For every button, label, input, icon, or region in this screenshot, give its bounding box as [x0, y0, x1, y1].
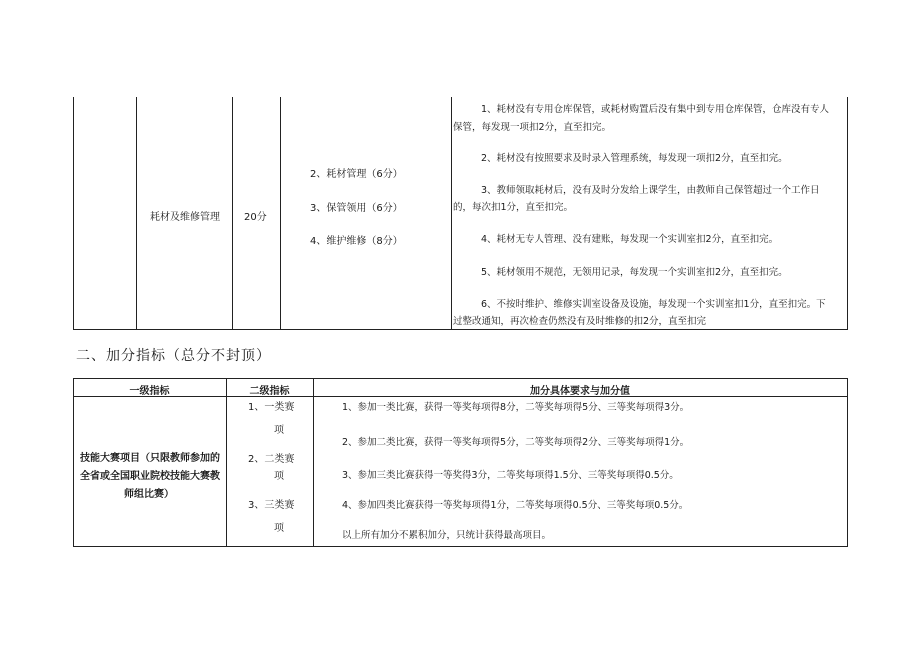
table-border: [73, 378, 74, 547]
table-border: [73, 97, 74, 330]
sub-item: 2、耗材管理（6分）: [310, 169, 403, 180]
table-border: [847, 378, 848, 547]
header-level2: 二级指标: [249, 386, 290, 397]
requirement-line: 2、参加二类比赛，获得一等奖每项得5分，二等奖每项得2分、三等奖每项得1分。: [342, 437, 690, 448]
category-line: 师组比赛）: [124, 489, 174, 500]
table-border: [232, 97, 233, 330]
table-border: [313, 378, 314, 547]
requirement-line: 保管，每发现一项扣2分，直至扣完。: [453, 122, 612, 133]
sub-item: 3、三类赛: [248, 500, 295, 511]
sub-item: 项: [274, 425, 284, 436]
section-title: 二、加分指标（总分不封顶）: [76, 348, 271, 364]
requirement-line: 6、不按时维护、维修实训室设备及设施，每发现一个实训室扣1分，直至扣完。下: [481, 299, 826, 310]
sub-item: 项: [274, 471, 284, 482]
category-line: 技能大赛项目（只限教师参加的: [80, 453, 220, 464]
table-border: [847, 97, 848, 330]
requirement-line: 1、参加一类比赛，获得一等奖每项得8分，二等奖每项得5分、三等奖每项得3分。: [342, 402, 690, 413]
score-cell: 20分: [244, 212, 267, 223]
sub-item: 3、保管领用（6分）: [310, 203, 403, 214]
requirement-line: 的，每次扣1分，直至扣完。: [453, 202, 574, 213]
requirement-line: 4、耗材无专人管理、没有建账，每发现一个实训室扣2分，直至扣完。: [481, 234, 779, 245]
sub-item: 项: [274, 523, 284, 534]
table-border: [73, 546, 848, 547]
requirement-line: 1、耗材没有专用仓库保管，或耗材购置后没有集中到专用仓库保管，仓库没有专人: [481, 104, 830, 115]
table-border: [73, 329, 848, 330]
requirement-line: 5、耗材领用不规范，无领用记录，每发现一个实训室扣2分，直至扣完。: [481, 267, 788, 278]
sub-item: 2、二类赛: [248, 454, 295, 465]
requirement-line: 2、耗材没有按照要求及时录入管理系统，每发现一项扣2分，直至扣完。: [481, 153, 788, 164]
sub-item: 1、一类赛: [248, 402, 295, 413]
header-requirements: 加分具体要求与加分值: [530, 386, 630, 397]
sub-item: 4、维护维修（8分）: [310, 236, 403, 247]
table-border: [136, 97, 137, 330]
table-border: [73, 378, 848, 379]
requirement-line: 4、参加四类比赛获得一等奖每项得1分，二等奖每项得0.5分、三等奖每项0.5分。: [342, 500, 689, 511]
requirement-line: 3、教师领取耗材后，没有及时分发给上课学生，由教师自己保管超过一个工作日: [481, 185, 820, 196]
requirement-line: 过整改通知，再次检查仍然没有及时维修的扣2分，直至扣完: [453, 316, 707, 327]
table-border: [451, 97, 452, 330]
table-border: [226, 378, 227, 547]
requirement-line: 以上所有加分不累积加分，只统计获得最高项目。: [342, 530, 552, 541]
header-level1: 一级指标: [129, 386, 170, 397]
requirement-line: 3、参加三类比赛获得一等奖得3分，二等奖每项得1.5分、三等奖每项得0.5分。: [342, 470, 679, 481]
table-border: [280, 97, 281, 330]
category-cell: 耗材及维修管理: [150, 212, 220, 223]
category-line: 全省或全国职业院校技能大赛教: [80, 471, 220, 482]
